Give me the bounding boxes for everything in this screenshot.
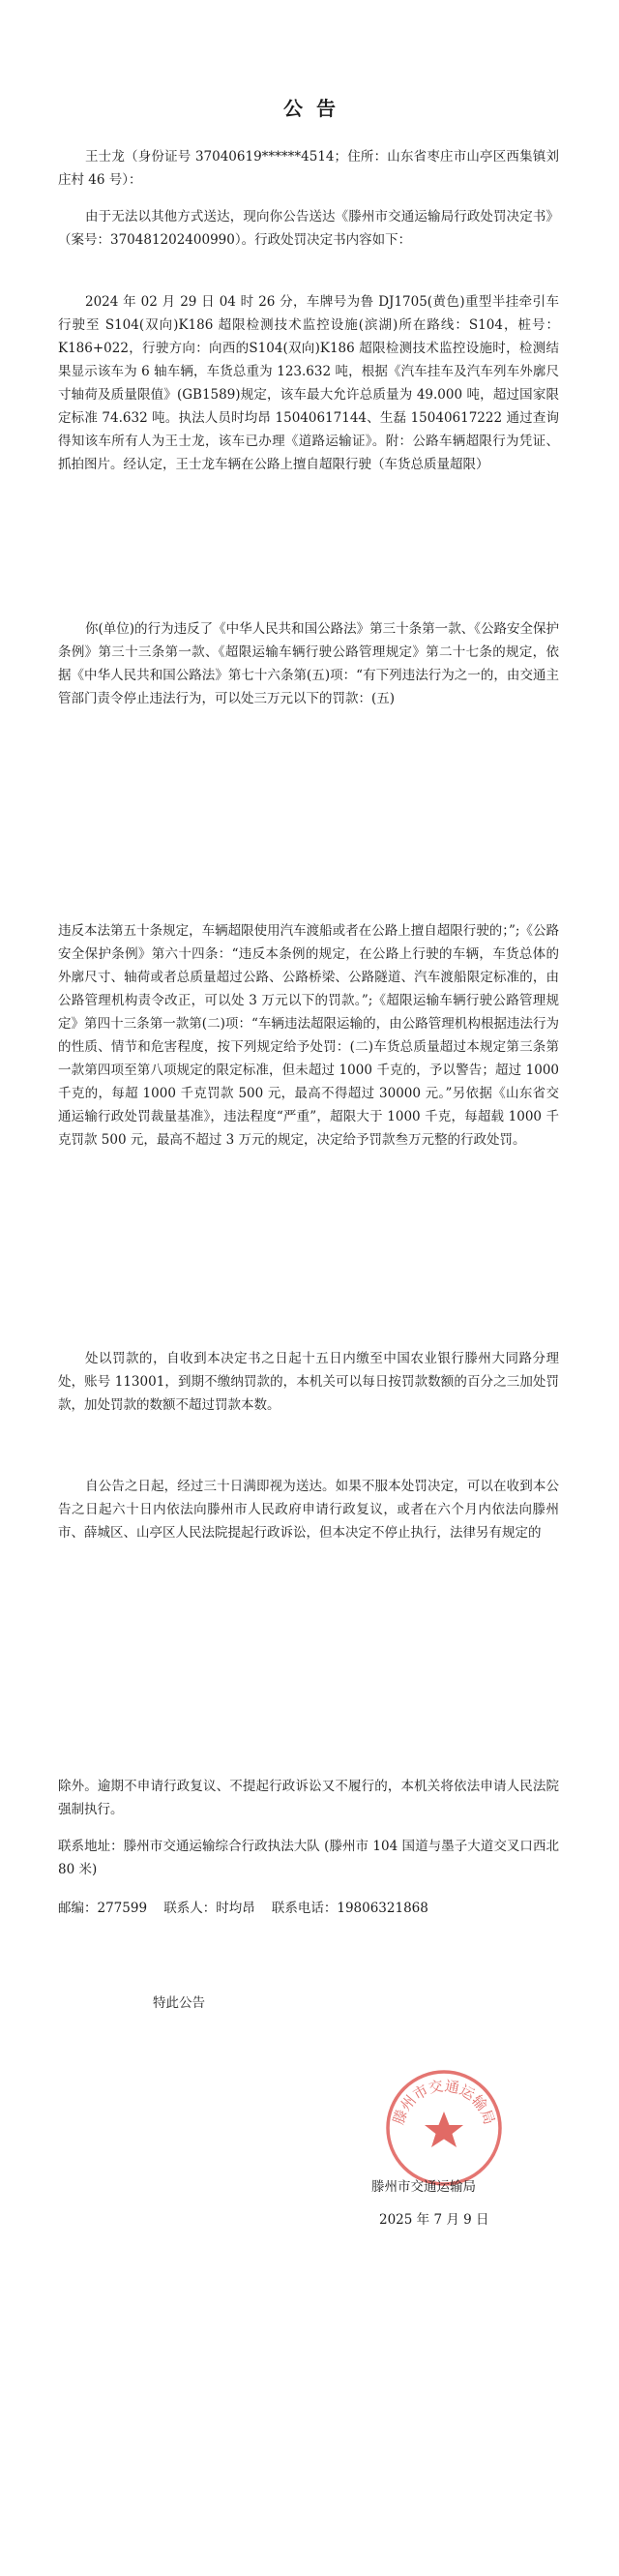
- addressee-paragraph: 王士龙（身份证号 37040619******4514；住所：山东省枣庄市山亭区西集镇刘庄村 46 号）：: [58, 149, 559, 188]
- contact-address: 联系地址：滕州市交通运输综合行政执法大队 (滕州市 104 国道与墨子大道交叉口西北 80 米): [58, 1839, 564, 1877]
- enforcement-paragraph: 除外。逾期不申请行政复议、不提起行政诉讼又不履行的，本机关将依法申请人民法院强制执行。: [58, 1779, 559, 1817]
- closing-phrase: 特此公告: [153, 1995, 205, 2011]
- svg-text:滕州市交通运输局: [390, 2078, 498, 2127]
- payment-paragraph: 处以罚款的，自收到本决定书之日起十五日内缴至中国农业银行滕州大同路分理处，账号 113001，到期不缴纳罚款的，本机关可以每日按罚款数额的百分之三加处罚款，加处罚款的数额不超过罚款本数。: [58, 1351, 559, 1413]
- contact-info: 邮编：277599 联系人：时均昂 联系电话：19806321868: [58, 1901, 428, 1916]
- signing-organization: 滕州市交通运输局: [371, 2179, 476, 2195]
- notice-title: 公告: [283, 97, 349, 120]
- violation-paragraph: 你(单位)的行为违反了《中华人民共和国公路法》第三十条第一款、《公路安全保护条例》第三十三条第一款、《超限运输车辆行驶公路管理规定》第二十七条的规定，依据《中华人民共和国公路法》第七十六条第(五)项：“有下列违法行为之一的，由交通主管部门责令停止违法行为，可以处三万元以下的罚款：(五): [58, 621, 559, 706]
- signing-date: 2025 年 7 月 9 日: [379, 2212, 489, 2228]
- intro-paragraph: 由于无法以其他方式送达，现向你公告送达《滕州市交通运输局行政处罚决定书》（案号：370481202400990）。行政处罚决定书内容如下：: [58, 209, 559, 248]
- legal-basis-paragraph: 违反本法第五十条规定，车辆超限使用汽车渡船或者在公路上擅自超限行驶的；”;《公路安全保护条例》第六十四条：“违反本条例的规定，在公路上行驶的车辆，车货总体的外廓尺寸、轴荷或者总质量超过公路、公路桥梁、公路隧道、汽车渡船限定标准的，由公路管理机构责令改正，可以处 3 万元以下的罚款。”;《超限运输车辆行驶公路管理规定》第四十三条第一款第(二)项：“车辆违法超限运输的，由公路管理机构根据违法行为的性质、情节和危害程度，按下列规定给予处罚：(二)车货总质量超过本规定第三条第一款第四项至第八项规定的限定标准，但未超过 1000 千克的，予以警告；超过 1000 千克的，每超 1000 千克罚款 500 元，最高不得超过 30000 元。”另依据《山东省交通运输行政处罚裁量基准》，违法程度“严重”，超限大于 1000 千克，每超载 1000 千克罚款 500 元，最高不超过 3 万元的规定，决定给予罚款叁万元整的行政处罚。: [58, 923, 564, 1148]
- service-paragraph: 自公告之日起，经过三十日满即视为送达。如果不服本处罚决定，可以在收到本公告之日起六十日内依法向滕州市人民政府申请行政复议，或者在六个月内依法向滕州市、薛城区、山亭区人民法院提起行政诉讼，但本决定不停止执行，法律另有规定的: [58, 1479, 559, 1541]
- official-seal-icon: [381, 2065, 507, 2191]
- facts-paragraph: 2024 年 02 月 29 日 04 时 26 分，车牌号为鲁 DJ1705(黄色)重型半挂牵引车行驶至 S104(双向)K186 超限检测技术监控设施(滨湖)所在路线：S104，桩号：K186+022，行驶方向：向西的S104(双向)K186 超限检测技术监控设施时，检测结果显示该车为 6 轴车辆，车货总重为 123.632 吨，根据《汽车挂车及汽车列车外廓尺寸轴荷及质量限值》(GB1589)规定，该车最大允许总质量为 49.000 吨，超过国家限定标准 74.632 吨。执法人员时均昂 15040617144、生磊 15040617222 通过查询得知该车所有人为王士龙，该车已办理《道路运输证》。附：公路车辆超限行为凭证、抓拍图片。经认定，王士龙车辆在公路上擅自超限行驶（车货总质量超限）: [58, 294, 559, 472]
- seal-text: 滕州市交通运输局: [389, 2077, 499, 2127]
